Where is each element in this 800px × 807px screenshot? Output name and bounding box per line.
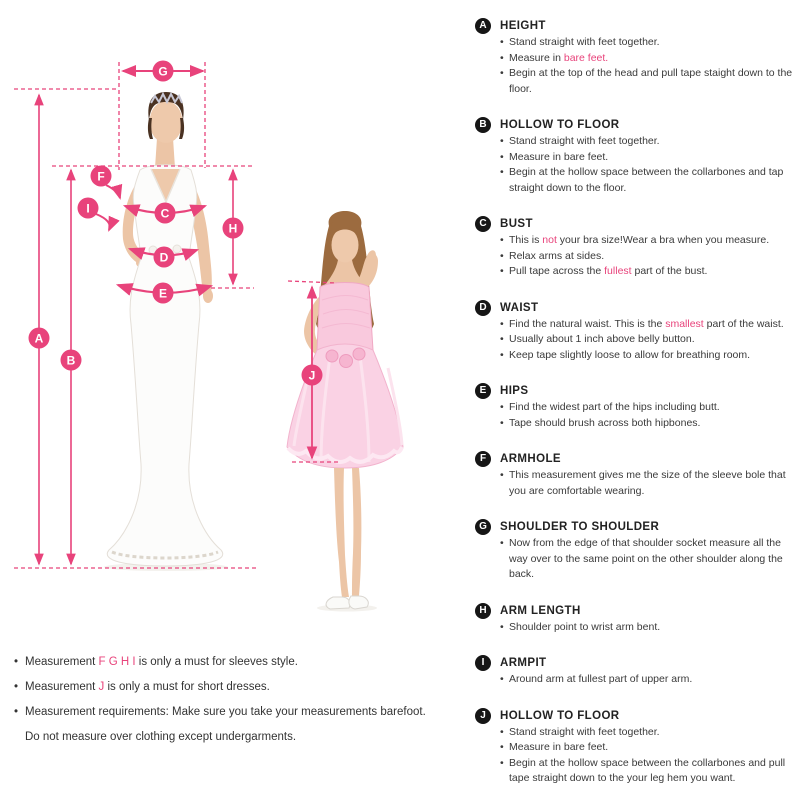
bullet-dot: • — [500, 725, 504, 738]
instruction-bullet — [500, 332, 794, 348]
gown-flower-3 — [173, 245, 181, 253]
letter-badge-f: F — [475, 451, 491, 467]
marker-f — [91, 166, 112, 187]
bullet-text — [509, 740, 608, 756]
text-segment: part of the bust. — [631, 265, 708, 277]
instruction-bullet — [500, 66, 794, 97]
section-title: ARM LENGTH — [500, 604, 581, 617]
text-segment: Keep tape slightly loose to allow for breathing room. — [509, 348, 751, 361]
bullet-text — [509, 317, 784, 333]
text-segment: part of the waist. — [703, 317, 784, 330]
armhole-arrow — [106, 185, 120, 198]
bullet-dot: • — [500, 166, 504, 178]
bullet-text — [509, 134, 660, 150]
marker-j — [302, 365, 323, 386]
measurement-section-d — [470, 300, 794, 364]
bullet-text — [509, 233, 769, 249]
section-title: WAIST — [500, 301, 539, 314]
bullet-text — [509, 416, 700, 432]
bullet-text — [509, 35, 660, 51]
bride-head — [150, 101, 183, 143]
section-title: HOLLOW TO FLOOR — [500, 119, 620, 131]
text-segment: Stand straight with feet together. — [509, 135, 660, 147]
pink-model-head — [332, 228, 359, 263]
text-segment: Pull tape across the — [509, 265, 605, 277]
instruction-bullet — [500, 468, 794, 499]
text-segment: Measurement requirements: Make sure you take your measurements barefoot. — [25, 706, 426, 718]
text-segment: Do not measure over clothing except undergarments. — [25, 731, 297, 743]
instruction-bullet — [500, 620, 794, 636]
text-segment: Shoulder point to wrist arm bent. — [509, 620, 661, 633]
bullet-text — [509, 332, 695, 348]
highlighted-text: J — [98, 681, 105, 693]
highlighted-text: F G H I — [98, 656, 136, 668]
marker-b — [61, 350, 82, 371]
measurement-section-a — [470, 18, 794, 97]
letter-badge-g: G — [475, 519, 491, 535]
note-bullet-dot: • — [14, 681, 19, 693]
bullet-dot: • — [500, 135, 504, 147]
bullet-dot: • — [500, 537, 504, 549]
letter-badge-e: E — [475, 383, 491, 399]
text-segment: Tape should brush across both hipbones. — [509, 416, 701, 429]
marker-b-letter: B — [66, 353, 76, 368]
bullet-dot: • — [500, 36, 504, 48]
section-title: HIPS — [500, 385, 529, 397]
letter-badge-a: A — [475, 18, 491, 34]
text-segment: Measure in bare feet. — [509, 150, 609, 163]
text-segment: Usually about 1 inch above belly button. — [509, 333, 695, 345]
bullet-text — [509, 400, 720, 416]
text-segment: Begin at the hollow space between the collarbones and pull tape straight down to the your leg hem you want. — [509, 756, 786, 784]
waist-flower-3 — [353, 348, 365, 360]
pink-model-leg-right — [352, 468, 361, 596]
bullet-text — [509, 756, 794, 787]
highlighted-text: bare feet. — [563, 51, 609, 64]
bullet-text — [509, 165, 794, 196]
instructions-column — [470, 0, 794, 807]
measurement-notes — [14, 650, 466, 750]
text-segment: Stand straight with feet together. — [509, 36, 660, 48]
note-row — [14, 675, 466, 700]
measurement-section-h — [470, 603, 794, 636]
text-segment: Begin at the top of the head and pull tape staight down to the floor. — [509, 67, 793, 95]
highlighted-text: not — [542, 234, 557, 246]
pink-dress-model-illustration — [287, 211, 403, 612]
text-segment: This measurement gives me the size of the sleeve bole that you are comfortable wearing. — [509, 469, 786, 497]
marker-c-letter: C — [160, 206, 170, 221]
text-segment: is only a must for short dresses. — [104, 681, 270, 693]
bullet-text — [509, 348, 750, 364]
bullet-text — [509, 672, 692, 688]
bullet-dot: • — [500, 265, 504, 277]
text-segment: Measure in bare feet. — [509, 741, 609, 753]
marker-f-letter: F — [97, 169, 105, 184]
section-title: ARMPIT — [500, 657, 547, 669]
letter-badge-h: H — [475, 603, 491, 619]
marker-i — [78, 198, 99, 219]
text-segment: Around arm at fullest part of upper arm. — [509, 673, 693, 685]
marker-j-letter: J — [308, 368, 316, 383]
marker-c — [155, 203, 176, 224]
note-text — [25, 675, 270, 700]
instruction-bullet — [500, 756, 794, 787]
bullet-text — [509, 51, 608, 67]
bullet-text — [509, 66, 794, 97]
measurement-section-e — [470, 383, 794, 431]
text-segment: is only a must for sleeves style. — [135, 656, 298, 668]
bullet-dot: • — [500, 756, 504, 769]
measurement-section-i — [470, 655, 794, 688]
measurement-section-c — [470, 216, 794, 280]
marker-d — [154, 247, 175, 268]
text-segment: Measurement — [25, 656, 99, 668]
text-segment: Measure in — [509, 51, 564, 64]
bullet-text — [509, 620, 660, 636]
letter-badge-b: B — [475, 117, 491, 133]
bullet-dot: • — [500, 348, 504, 361]
instruction-bullet — [500, 400, 794, 416]
section-title: HOLLOW TO FLOOR — [500, 709, 620, 722]
text-segment: your bra size!Wear a bra when you measure. — [556, 234, 770, 246]
highlighted-text: fullest — [604, 265, 632, 277]
bullet-text — [509, 249, 604, 265]
text-segment: Relax arms at sides. — [509, 249, 605, 262]
marker-d-letter: D — [159, 250, 169, 265]
text-segment: Stand straight with feet together. — [509, 725, 660, 738]
instruction-bullet — [500, 249, 794, 265]
note-text — [25, 700, 426, 750]
bullet-dot: • — [500, 150, 504, 163]
bullet-dot: • — [500, 416, 504, 429]
bullet-dot: • — [500, 401, 504, 413]
instruction-bullet — [500, 134, 794, 150]
pink-bodice — [317, 283, 373, 351]
instruction-bullet — [500, 165, 794, 196]
bullet-text — [509, 264, 707, 280]
bullet-text — [509, 536, 794, 583]
instruction-bullet — [500, 51, 794, 67]
measurement-section-g — [470, 519, 794, 583]
highlighted-text: smallest — [665, 317, 704, 330]
text-segment: Find the widest part of the hips including butt. — [509, 401, 720, 413]
bullet-dot: • — [500, 741, 504, 753]
bullet-dot: • — [500, 51, 504, 64]
instruction-bullet — [500, 725, 794, 741]
waist-flower-2 — [340, 355, 353, 368]
note-bullet-dot: • — [14, 656, 19, 668]
text-segment: Find the natural waist. This is the — [509, 317, 666, 330]
instruction-bullet — [500, 672, 794, 688]
section-title: HEIGHT — [500, 20, 546, 32]
section-title: BUST — [500, 218, 533, 230]
instruction-bullet — [500, 150, 794, 166]
shoe-left — [326, 597, 350, 609]
instruction-bullet — [500, 348, 794, 364]
letter-badge-c: C — [475, 216, 491, 232]
marker-h — [223, 218, 244, 239]
bullet-dot: • — [500, 67, 504, 79]
bullet-text — [509, 150, 608, 166]
instruction-bullet — [500, 536, 794, 583]
note-bullet-dot: • — [14, 706, 19, 718]
measurement-figure — [0, 0, 470, 650]
marker-g — [153, 61, 174, 82]
instruction-bullet — [500, 233, 794, 249]
section-title: ARMHOLE — [500, 453, 561, 465]
marker-e-letter: E — [158, 286, 168, 301]
marker-i-letter: I — [86, 201, 90, 216]
bride-hand-2 — [203, 289, 213, 303]
measurement-section-b — [470, 117, 794, 196]
bullet-text — [509, 468, 794, 499]
marker-a — [29, 328, 50, 349]
marker-h-letter: H — [228, 221, 238, 236]
letter-badge-i: I — [475, 655, 491, 671]
note-row — [14, 700, 466, 750]
shoe-right — [349, 596, 368, 609]
bullet-dot: • — [500, 620, 504, 633]
marker-g-letter: G — [158, 64, 168, 79]
armpit-arrow — [96, 214, 110, 230]
section-title: SHOULDER TO SHOULDER — [500, 521, 660, 533]
text-segment: Begin at the hollow space between the collarbones and tap straight down to the floor. — [509, 166, 784, 194]
marker-a-letter: A — [34, 331, 44, 346]
text-segment: Now from the edge of that shoulder socket measure all the way over to the same point on the other shoulder along the back. — [509, 537, 783, 580]
bullet-dot: • — [500, 469, 504, 481]
measurement-section-f — [470, 451, 794, 499]
bullet-dot: • — [500, 673, 504, 685]
bullet-dot: • — [500, 317, 504, 330]
instruction-bullet — [500, 317, 794, 333]
instruction-bullet — [500, 35, 794, 51]
pink-model-leg-left — [334, 468, 349, 597]
bullet-dot: • — [500, 249, 504, 262]
instruction-bullet — [500, 264, 794, 280]
bullet-dot: • — [500, 234, 504, 246]
bullet-text — [509, 725, 660, 741]
marker-e — [153, 283, 174, 304]
letter-badge-d: D — [475, 300, 491, 316]
bride-model-illustration — [104, 92, 228, 571]
instruction-bullet — [500, 740, 794, 756]
bullet-dot: • — [500, 333, 504, 345]
letter-badge-j: J — [475, 708, 491, 724]
note-text — [25, 650, 298, 675]
instruction-bullet — [500, 416, 794, 432]
waist-flower — [326, 350, 338, 362]
text-segment: This is — [509, 234, 543, 246]
text-segment: Measurement — [25, 681, 99, 693]
measurement-section-j — [470, 708, 794, 787]
note-row — [14, 650, 466, 675]
